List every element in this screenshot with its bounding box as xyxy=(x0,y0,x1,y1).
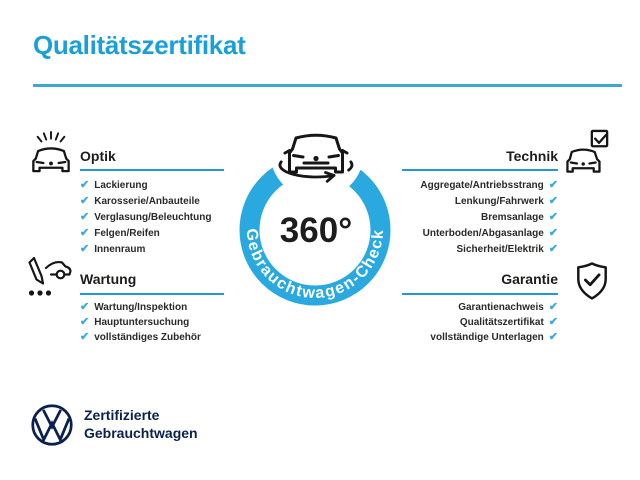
check-icon: ✔ xyxy=(80,316,90,328)
brand-text xyxy=(84,406,198,442)
check-item-label: Bremsanlage xyxy=(480,211,544,223)
check-item-label: Lackierung xyxy=(94,179,148,191)
check-item-label: vollständiges Zubehör xyxy=(94,332,201,343)
section-title-wartung: Wartung xyxy=(80,271,137,287)
check-icon: ✔ xyxy=(80,226,90,239)
check-item-label: Unterboden/Abgasanlage xyxy=(422,227,544,239)
shield-check-icon xyxy=(575,261,609,301)
check-item-label: Sicherheit/Elektrik xyxy=(456,243,544,255)
check-icon: ✔ xyxy=(548,178,558,191)
vw-logo xyxy=(30,403,74,447)
section-title-garantie: Garantie xyxy=(501,271,558,287)
check-icon: ✔ xyxy=(548,242,558,255)
check-item-label: Garantienachweis xyxy=(458,302,544,313)
check-item-label: Karosserie/Anbauteile xyxy=(94,195,200,207)
check-icon: ✔ xyxy=(548,316,558,328)
check-icon: ✔ xyxy=(548,331,558,343)
section-title-optik: Optik xyxy=(80,148,116,164)
check-item-label: vollständige Unterlagen xyxy=(430,332,544,343)
check-icon: ✔ xyxy=(80,194,90,207)
check-item-label: Qualitätszertifikat xyxy=(459,317,544,328)
check-item-label: Felgen/Reifen xyxy=(94,227,160,239)
check-item-label: Verglasung/Beleuchtung xyxy=(94,211,212,223)
brand-line1: Zertifizierte xyxy=(84,407,160,423)
check-icon: ✔ xyxy=(548,301,558,313)
title-divider xyxy=(33,84,622,87)
check-item-label: Innenraum xyxy=(94,243,146,255)
ring-label: Gebrauchtwagen-Check xyxy=(242,227,388,303)
360-check-hub xyxy=(197,112,433,348)
check-icon: ✔ xyxy=(80,210,90,223)
brand-line2: Gebrauchtwagen xyxy=(84,425,198,441)
degree-label: 360° xyxy=(279,211,353,250)
check-icon: ✔ xyxy=(80,301,90,313)
page-title: Qualitätszertifikat xyxy=(33,30,246,60)
check-item-label: Lenkung/Fahrwerk xyxy=(454,195,544,207)
car-checkbox-icon xyxy=(566,128,610,176)
check-icon: ✔ xyxy=(80,331,90,343)
check-item-label: Hauptuntersuchung xyxy=(94,317,190,328)
check-item-label: Wartung/Inspektion xyxy=(94,302,188,313)
check-icon: ✔ xyxy=(80,242,90,255)
check-icon: ✔ xyxy=(548,210,558,223)
shiny-car-icon xyxy=(30,128,72,176)
section-title-technik: Technik xyxy=(506,148,558,164)
check-icon: ✔ xyxy=(80,178,90,191)
check-icon: ✔ xyxy=(548,226,558,239)
check-item-label: Aggregate/Antriebsstrang xyxy=(420,179,544,191)
check-icon: ✔ xyxy=(548,194,558,207)
service-checklist-icon xyxy=(26,256,72,298)
